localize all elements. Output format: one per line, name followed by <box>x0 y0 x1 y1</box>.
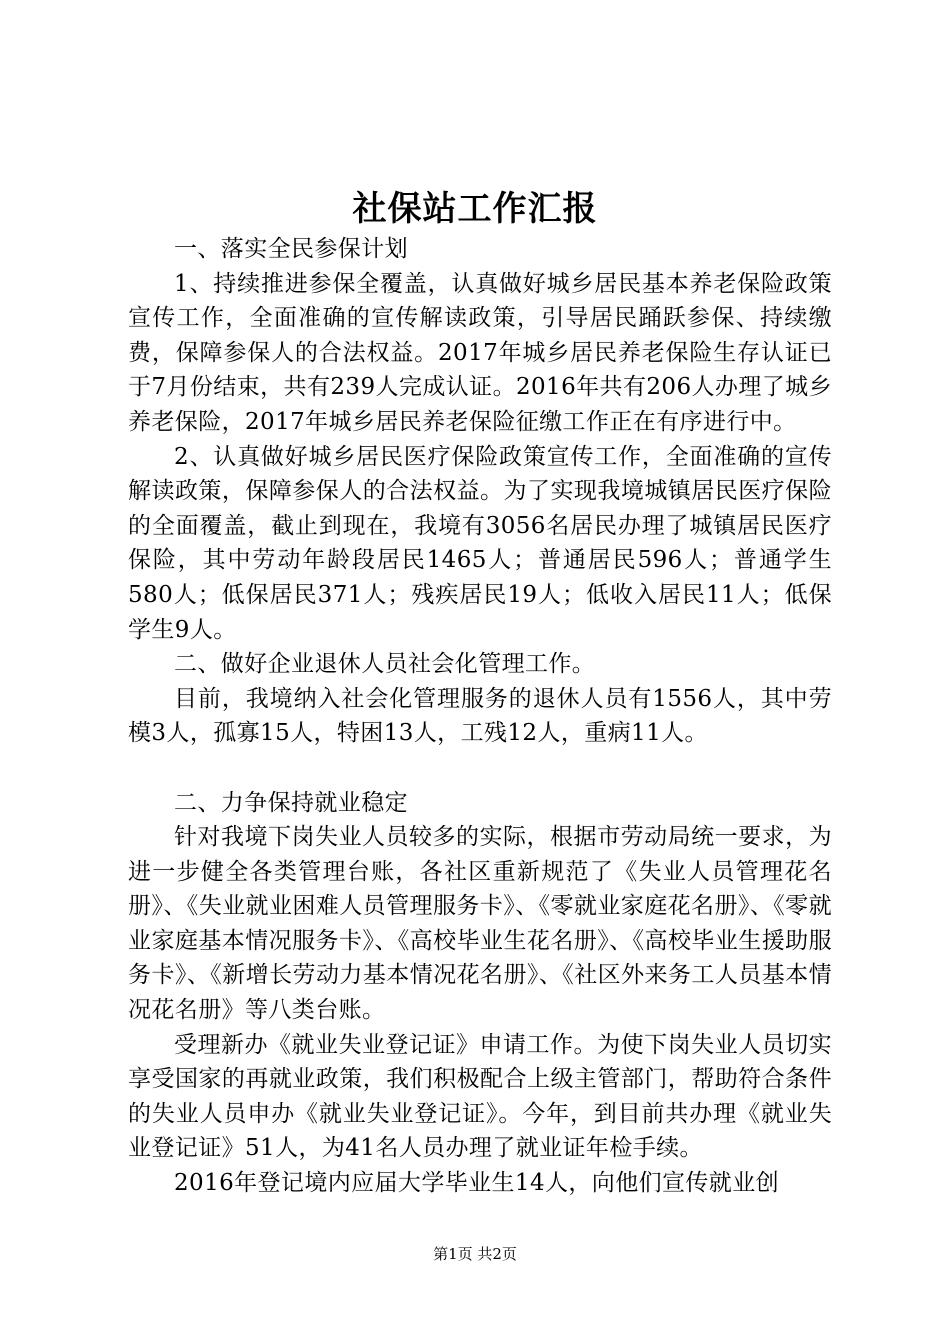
paragraph: 2、认真做好城乡居民医疗保险政策宣传工作，全面准确的宣传解读政策，保障参保人的合法权益。为了实现我境城镇居民医疗保险的全面覆盖，截止到现在，我境有3056名居民办理了城镇居民医疗保险，其中劳动年龄段居民1465人；普通居民596人；普通学生580人；低保居民371人；残疾居民19人；低收入居民11人；低保学生9人。 <box>128 443 832 643</box>
page-footer: 第1页 共2页 <box>433 1245 517 1263</box>
section-heading: 二、做好企业退休人员社会化管理工作。 <box>174 651 596 678</box>
paragraph: 目前，我境纳入社会化管理服务的退休人员有1556人，其中劳模3人，孤寡15人，特困13人，工残12人，重病11人。 <box>128 685 832 747</box>
paragraph: 1、持续推进参保全覆盖，认真做好城乡居民基本养老保险政策宣传工作，全面准确的宣传解读政策，引导居民踊跃参保、持续缴费，保障参保人的合法权益。2017年城乡居民养老保险生存认证已于7月份结束，共有239人完成认证。2016年共有206人办理了城乡养老保险，2017年城乡居民养老保险征缴工作正在有序进行中。 <box>128 270 832 435</box>
section-heading: 一、落实全民参保计划 <box>174 236 408 262</box>
document-title: 社保站工作汇报 <box>352 189 598 229</box>
paragraph: 针对我境下岗失业人员较多的实际，根据市劳动局统一要求，为进一步健全各类管理台账，各社区重新规范了《失业人员管理花名册》、《失业就业困难人员管理服务卡》、《零就业家庭花名册》、《零就业家庭基本情况服务卡》、《高校毕业生花名册》、《高校毕业生援助服务卡》、《新增长劳动力基本情况花名册》、《社区外来务工人员基本情况花名册》等八类台账。 <box>128 824 832 1024</box>
section-heading: 二、力争保持就业稳定 <box>174 789 408 816</box>
paragraph: 2016年登记境内应届大学毕业生14人，向他们宣传就业创 <box>174 1170 779 1197</box>
paragraph: 受理新办《就业失业登记证》申请工作。为使下岗失业人员切实享受国家的再就业政策，我们积极配合上级主管部门，帮助符合条件的失业人员申办《就业失业登记证》。今年，到目前共办理《就业失业登记证》51人，为41名人员办理了就业证年检手续。 <box>128 1031 832 1162</box>
document-body <box>128 232 832 1201</box>
